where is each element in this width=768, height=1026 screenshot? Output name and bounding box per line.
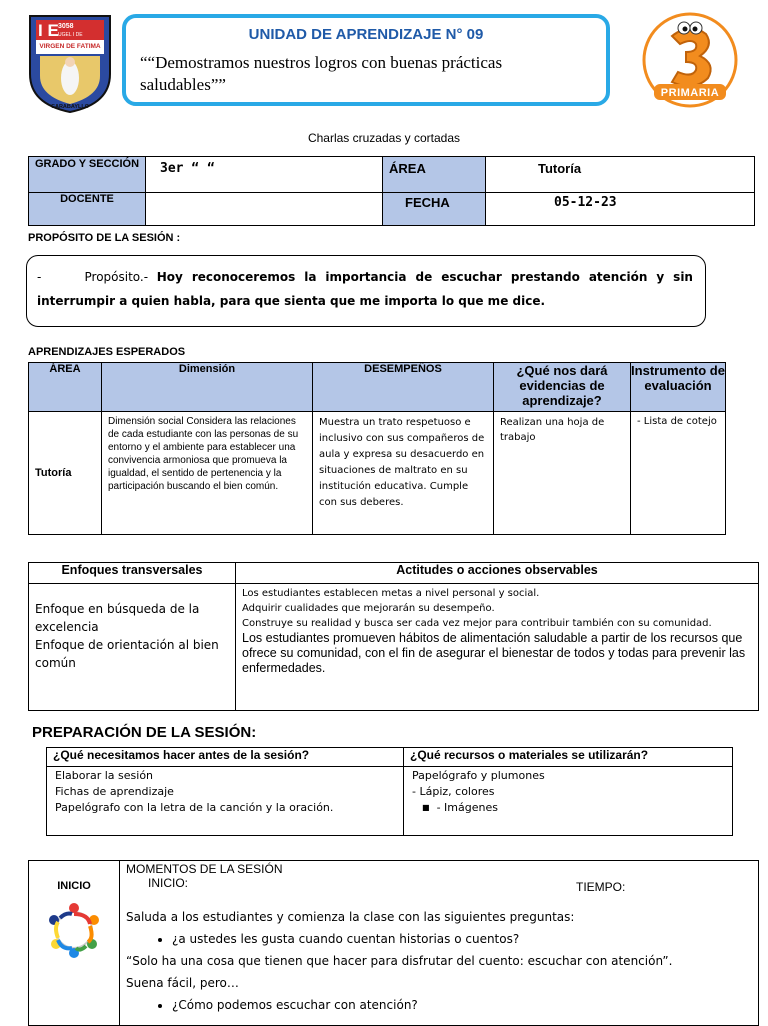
prep-antes-3: Papelógrafo con la letra de la canción y la oración. bbox=[55, 801, 334, 814]
momentos-left-cell bbox=[29, 861, 120, 1026]
prep-recurso-1: Papelógrafo y plumones bbox=[412, 769, 545, 782]
school-logo bbox=[28, 14, 112, 114]
area-value: Tutoría bbox=[486, 157, 755, 193]
learn-dimension: Dimensión social Considera las relaciones de cada estudiante con las personas de su entorno y el ambiente para establecer una convivencia armoniosa que promueva la igualdad, el sentido de pertenencia y la participación buscando el bien común. bbox=[102, 412, 313, 535]
area-label: ÁREA bbox=[383, 157, 486, 193]
logo-ugel: UGEL I DE bbox=[58, 32, 83, 38]
learn-header-area: ÁREA bbox=[29, 363, 102, 412]
learn-header-desempenos: DESEMPEÑOS bbox=[313, 363, 494, 412]
grado-value: 3er “ “ bbox=[146, 157, 383, 193]
info-table bbox=[28, 156, 755, 226]
actitud-1: Los estudiantes establecen metas a nivel personal y social. bbox=[242, 588, 540, 599]
intro-text: Saluda a los estudiantes y comienza la clase con las siguientes preguntas: bbox=[126, 910, 575, 924]
grade-logo bbox=[642, 12, 738, 108]
grade-label: PRIMARIA bbox=[660, 87, 720, 99]
prep-header-antes: ¿Qué necesitamos hacer antes de la sesión? bbox=[47, 748, 404, 767]
learn-area: Tutoría bbox=[29, 412, 102, 535]
purpose-label: PROPÓSITO DE LA SESIÓN : bbox=[28, 232, 181, 244]
prep-recurso-2: - Lápiz, colores bbox=[412, 785, 495, 798]
question-1: • ¿a ustedes les gusta cuando cuentan historias o cuentos? bbox=[172, 928, 752, 950]
actitud-4: Los estudiantes promueven hábitos de alimentación saludable a partir de los recursos que ofrece su comunidad, con el fin de asegurar el bienestar de todos y todas para prevenir las enfermedades. bbox=[242, 631, 746, 675]
learn-evidencia: Realizan una hoja de trabajo bbox=[494, 412, 631, 535]
momentos-table bbox=[28, 860, 759, 1026]
actitud-3: Construye su realidad y busca ser cada vez mejor para contribuir también con su comunidad. bbox=[242, 618, 712, 629]
docente-label: DOCENTE bbox=[29, 193, 146, 226]
enfoque-excelencia: Enfoque en búsqueda de la excelencia bbox=[35, 602, 200, 634]
learn-desempeno: Muestra un trato respetuoso e inclusivo con sus compañeros de aula y expresa su desacuerdo en situaciones de maltrato en su institución educativa. Cumple con sus deberes. bbox=[313, 412, 494, 535]
enfoques-table bbox=[28, 562, 759, 711]
learn-header-dimension: Dimensión bbox=[102, 363, 313, 412]
purpose-box bbox=[26, 255, 706, 327]
unit-quote: ““Demostramos nuestros logros con buenas prácticas saludables”” bbox=[140, 53, 503, 94]
unit-title: UNIDAD DE APRENDIZAJE N° 09 bbox=[248, 26, 484, 43]
logo-school-name: VIRGEN DE FATIMA bbox=[39, 43, 101, 50]
fecha-label: FECHA bbox=[383, 193, 486, 226]
logo-letter-i: I E bbox=[38, 21, 59, 40]
momentos-title: MOMENTOS DE LA SESIÓN bbox=[126, 862, 283, 876]
grade-number bbox=[642, 13, 738, 14]
logo-code: 3058 bbox=[58, 23, 74, 30]
quote-text: “Solo ha una cosa que tienen que hacer para disfrutar del cuento: escuchar con atención”. bbox=[126, 954, 673, 968]
learn-instrumento: - Lista de cotejo bbox=[631, 412, 726, 535]
learning-label: APRENDIZAJES ESPERADOS bbox=[28, 346, 186, 358]
purpose-text: - Propósito.- Hoy reconoceremos la importancia de escuchar prestando atención y sin interrumpir a quien habla, para que sienta que me importa lo que me dice. bbox=[37, 270, 693, 308]
session-subtitle: Charlas cruzadas y cortadas bbox=[307, 131, 461, 145]
enfoques-header: Enfoques transversales bbox=[29, 563, 236, 584]
actitudes-header: Actitudes o acciones observables bbox=[236, 563, 759, 584]
docente-value bbox=[146, 193, 383, 226]
enfoques-cell bbox=[29, 584, 236, 711]
learn-header-instrumento: Instrumento de evaluación bbox=[631, 363, 726, 412]
grado-label: GRADO Y SECCIÓN bbox=[29, 157, 146, 193]
unit-title-box bbox=[122, 14, 610, 106]
prep-antes-2: Fichas de aprendizaje bbox=[55, 785, 174, 798]
easy-text: Suena fácil, pero… bbox=[126, 976, 239, 990]
learn-header-evidencias: ¿Qué nos dará evidencias de aprendizaje? bbox=[494, 363, 631, 412]
preparacion-table bbox=[46, 747, 733, 836]
inicio-heading: INICIO: bbox=[148, 876, 189, 890]
fecha-value: 05-12-23 bbox=[486, 193, 755, 226]
logo-place: CARABAYLLO bbox=[51, 104, 89, 110]
prep-antes-1: Elaborar la sesión bbox=[55, 769, 154, 782]
prep-header-recursos: ¿Qué recursos o materiales se utilizarán? bbox=[404, 748, 733, 767]
actitudes-cell bbox=[236, 584, 759, 711]
teamwork-icon bbox=[29, 892, 119, 964]
momentos-content-cell bbox=[120, 861, 759, 1026]
learning-table bbox=[28, 362, 726, 535]
preparacion-title: PREPARACIÓN DE LA SESIÓN: bbox=[32, 724, 257, 741]
prep-antes-cell bbox=[47, 767, 404, 836]
tiempo-heading: TIEMPO: bbox=[576, 880, 626, 894]
prep-recursos-cell bbox=[404, 767, 733, 836]
actitud-2: Adquirir cualidades que mejorarán su desempeño. bbox=[242, 603, 495, 614]
question-2: • ¿Cómo podemos escuchar con atención? bbox=[172, 994, 752, 1016]
enfoque-bien-comun: Enfoque de orientación al bien común bbox=[35, 638, 219, 670]
prep-recurso-3: ■ - Imágenes bbox=[422, 801, 498, 814]
inicio-label: INICIO bbox=[57, 880, 91, 892]
